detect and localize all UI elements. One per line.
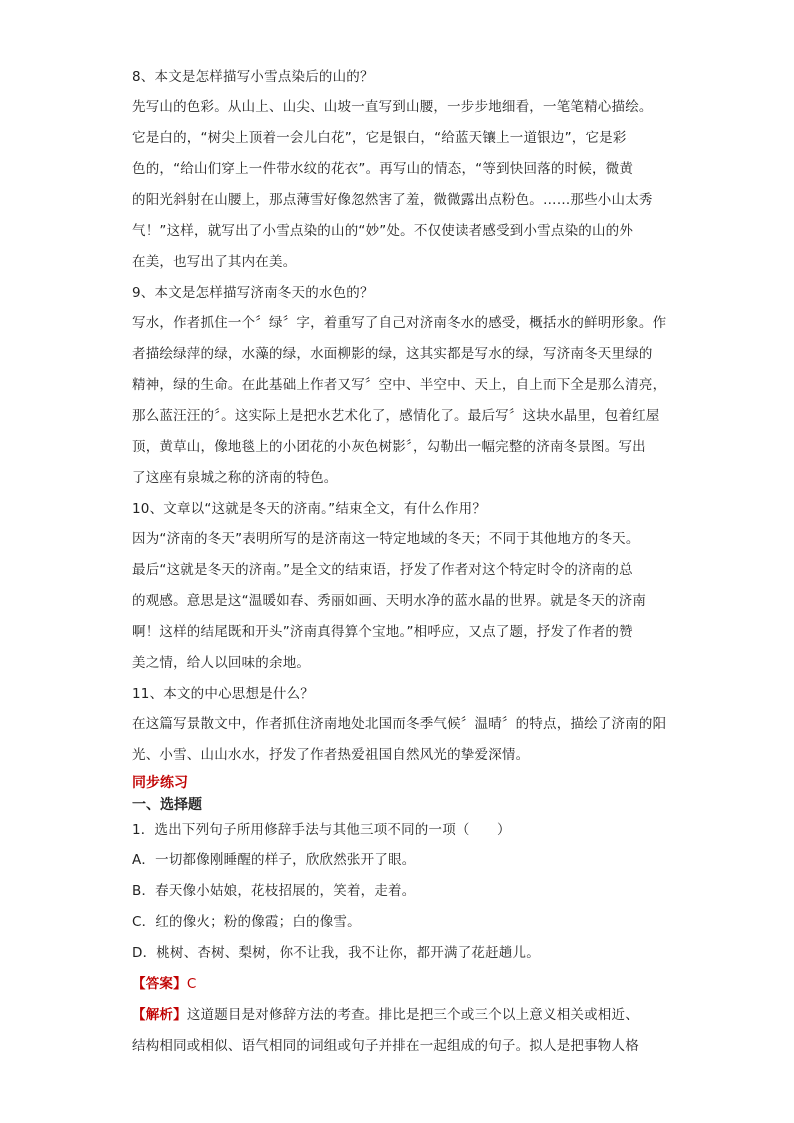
answer-line: 者描绘绿萍的绿，水藻的绿，水面柳影的绿，这其实都是写水的绿，写济南冬天里绿的 [132,346,653,362]
option-c: C．红的像火；粉的像霞；白的像雪。 [132,914,361,930]
question-9: 9、本文是怎样描写济南冬天的水色的？ [132,285,374,301]
option-d: D．桃树、杏树、梨树，你不让我，我不让你，都开满了花赶趟儿。 [132,945,540,961]
answer-line: 气！”这样，就写出了小雪点染的山的“妙”处。不仅使读者感受到小雪点染的山的外 [132,223,634,239]
answer-line: 它是白的，“树尖上顶着一会儿白花”，它是银白，“给蓝天镶上一道银边”，它是彩 [132,130,627,146]
answer-line: 在美，也写出了其内在美。 [132,254,297,270]
question-11: 11、本文的中心思想是什么？ [132,686,314,702]
practice-title: 同步练习 [132,775,188,791]
answer-line: 色的，“给山们穿上一件带水纹的花衣”。再写山的情态，“等到快回落的时候，微黄 [132,161,634,177]
question-10: 10、文章以“这就是冬天的济南。”结束全文，有什么作用？ [132,501,487,517]
document-page [132,62,672,1062]
answer-line: 那么蓝汪汪的〞。这实际上是把水艺术化了，感情化了。最后写〞这块水晶里，包着红屋 [132,408,660,424]
answer-line: 的观感。意思是这“温暖如春、秀丽如画、天明水净的蓝水晶的世界。就是冬天的济南 [132,593,647,609]
answer-row [132,969,672,1000]
answer-11 [132,709,672,771]
answer-line: 顶，黄草山，像地毯上的小团花的小灰色树影〞，勾勒出一幅完整的济南冬景图。写出 [132,439,646,455]
answer-line: 的阳光斜射在山腰上，那点薄雪好像忽然害了羞，微微露出点粉色。……那些小山太秀 [132,192,653,208]
answer-9 [132,308,672,494]
answer-line: 了这座有泉城之称的济南的特色。 [132,470,338,486]
option-b: B．春天像小姑娘，花枝招展的，笑着，走着。 [132,883,416,899]
analysis-text: 这道题目是对修辞方法的考查。排比是把三个或三个以上意义相关或相近、 [186,1007,639,1023]
answer-line: 在这篇写景散文中，作者抓住济南地处北国而冬季气候〞温晴〞的特点，描绘了济南的阳 [132,716,667,732]
answer-line: 美之情，给人以回味的余地。 [132,655,311,671]
analysis-line: 结构相同或相似、语气相同的词组或句子并排在一起组成的句子。拟人是把事物人格 [132,1038,639,1054]
question-8: 8、本文是怎样描写小雪点染后的山的？ [132,69,374,85]
answer-10 [132,524,672,679]
answer-line: 精神，绿的生命。在此基础上作者又写〞空中、半空中、天上，自上而下全是那么清亮， [132,377,667,393]
analysis-row [132,1000,672,1031]
answer-line: 光、小雪、山山水水，抒发了作者热爱祖国自然风光的挚爱深情。 [132,747,530,763]
answer-line: 啊！这样的结尾既和开头”济南真得算个宝地。”相呼应，又点了题，抒发了作者的赞 [132,624,633,640]
section-heading: 一、选择题 [132,797,202,813]
analysis-tag: 【解析】 [132,1007,187,1023]
answer-line: 因为“济南的冬天”表明所写的是济南这一特定地域的冬天；不同于其他地方的冬天。 [132,531,640,547]
answer-line: 写水，作者抓住一个〞绿〞字，着重写了自己对济南冬水的感受，概括水的鲜明形象。作 [132,315,667,331]
options-list [132,845,672,969]
answer-line: 最后“这就是冬天的济南。”是全文的结束语，抒发了作者对这个特定时令的济南的总 [132,562,633,578]
answer-value: C [186,976,197,992]
answer-tag: 【答案】 [132,976,187,992]
answer-line: 先写山的色彩。从山上、山尖、山坡一直写到山腰，一步步地细看，一笔笔精心描绘。 [132,99,653,115]
practice-question-1: 1．选出下列句子所用修辞手法与其他三项不同的一项（ ） [132,822,511,838]
answer-8 [132,92,672,278]
option-a: A．一切都像刚睡醒的样子，欣欣然张开了眼。 [132,852,416,868]
